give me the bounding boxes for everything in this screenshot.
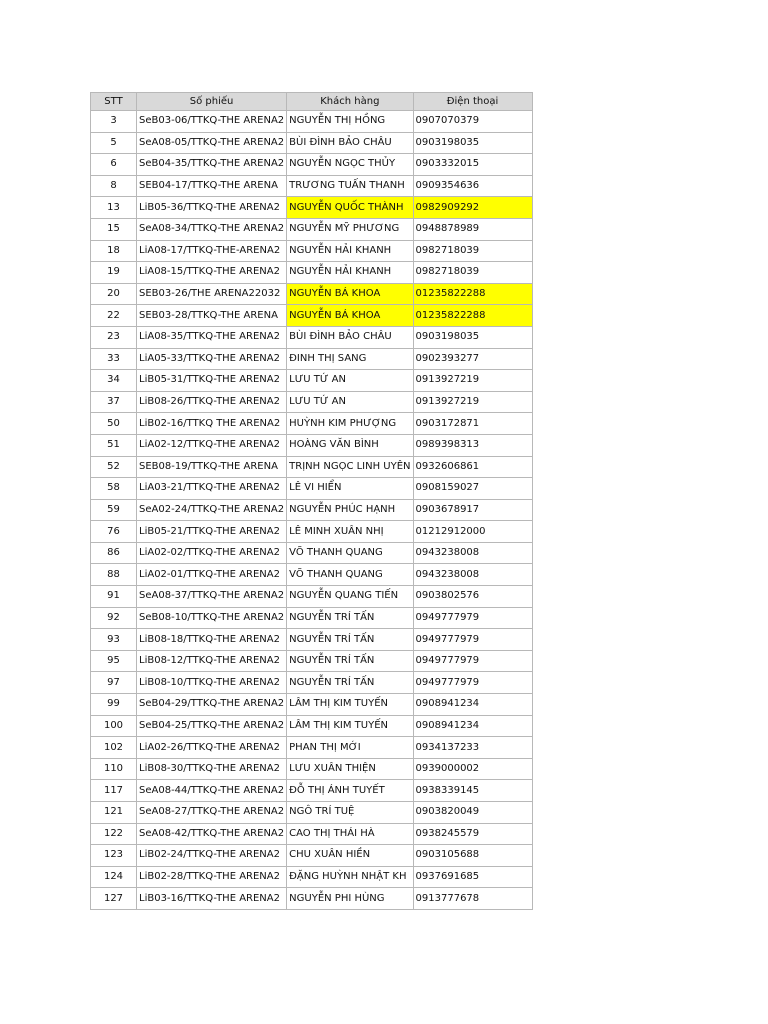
cell-dien-thoai: 0913927219 bbox=[413, 391, 532, 413]
cell-stt: 23 bbox=[91, 326, 137, 348]
cell-khach-hang: NGUYỄN TRÍ TẤN bbox=[287, 672, 413, 694]
cell-so-phieu: SeB04-29/TTKQ-THE ARENA2 bbox=[137, 694, 287, 716]
cell-dien-thoai: 0949777979 bbox=[413, 672, 532, 694]
cell-so-phieu: LiB08-26/TTKQ-THE ARENA2 bbox=[137, 391, 287, 413]
table-row bbox=[91, 758, 533, 780]
cell-dien-thoai: 0902393277 bbox=[413, 348, 532, 370]
cell-so-phieu: LiA03-21/TTKQ-THE ARENA2 bbox=[137, 478, 287, 500]
cell-so-phieu: SEB03-28/TTKQ-THE ARENA bbox=[137, 305, 287, 327]
cell-dien-thoai: 01235822288 bbox=[413, 283, 532, 305]
cell-khach-hang: VÕ THANH QUANG bbox=[287, 564, 413, 586]
cell-stt: 91 bbox=[91, 586, 137, 608]
cell-khach-hang: LÊ MINH XUÂN NHỊ bbox=[287, 521, 413, 543]
cell-so-phieu: SeA08-44/TTKQ-THE ARENA2 bbox=[137, 780, 287, 802]
cell-dien-thoai: 01212912000 bbox=[413, 521, 532, 543]
table-row bbox=[91, 586, 533, 608]
cell-khach-hang: NGUYỄN BÁ KHOA bbox=[287, 283, 413, 305]
cell-stt: 122 bbox=[91, 823, 137, 845]
cell-dien-thoai: 0937691685 bbox=[413, 866, 532, 888]
table-row bbox=[91, 737, 533, 759]
cell-so-phieu: LiB05-21/TTKQ-THE ARENA2 bbox=[137, 521, 287, 543]
table-row bbox=[91, 478, 533, 500]
table-row bbox=[91, 218, 533, 240]
cell-khach-hang: HOÀNG VĂN BÌNH bbox=[287, 434, 413, 456]
table-row bbox=[91, 888, 533, 910]
cell-dien-thoai: 0949777979 bbox=[413, 629, 532, 651]
cell-khach-hang: TRƯƠNG TUẤN THANH bbox=[287, 175, 413, 197]
cell-so-phieu: LiB05-36/TTKQ-THE ARENA2 bbox=[137, 197, 287, 219]
cell-stt: 100 bbox=[91, 715, 137, 737]
table-row bbox=[91, 845, 533, 867]
cell-stt: 110 bbox=[91, 758, 137, 780]
cell-dien-thoai: 0938339145 bbox=[413, 780, 532, 802]
header-stt: STT bbox=[91, 93, 137, 111]
cell-dien-thoai: 0903105688 bbox=[413, 845, 532, 867]
cell-stt: 121 bbox=[91, 802, 137, 824]
cell-khach-hang: NGUYỄN PHÚC HẠNH bbox=[287, 499, 413, 521]
cell-khach-hang: BÙI ĐÌNH BẢO CHÂU bbox=[287, 132, 413, 154]
cell-dien-thoai: 0903198035 bbox=[413, 132, 532, 154]
cell-dien-thoai: 0913777678 bbox=[413, 888, 532, 910]
cell-khach-hang: NGUYỄN TRÍ TẤN bbox=[287, 629, 413, 651]
table-row bbox=[91, 802, 533, 824]
cell-khach-hang: LƯU TỨ AN bbox=[287, 370, 413, 392]
table-row bbox=[91, 111, 533, 133]
cell-so-phieu: LiB08-18/TTKQ-THE ARENA2 bbox=[137, 629, 287, 651]
cell-stt: 88 bbox=[91, 564, 137, 586]
cell-stt: 59 bbox=[91, 499, 137, 521]
cell-dien-thoai: 0907070379 bbox=[413, 111, 532, 133]
cell-dien-thoai: 0903820049 bbox=[413, 802, 532, 824]
cell-dien-thoai: 0943238008 bbox=[413, 542, 532, 564]
cell-so-phieu: SEB03-26/THE ARENA22032 bbox=[137, 283, 287, 305]
cell-so-phieu: LiA08-15/TTKQ-THE ARENA2 bbox=[137, 262, 287, 284]
cell-stt: 86 bbox=[91, 542, 137, 564]
cell-so-phieu: SeA08-37/TTKQ-THE ARENA2 bbox=[137, 586, 287, 608]
cell-khach-hang: NGUYỄN TRÍ TẤN bbox=[287, 650, 413, 672]
table-row bbox=[91, 240, 533, 262]
cell-so-phieu: SeB08-10/TTKQ-THE ARENA2 bbox=[137, 607, 287, 629]
cell-stt: 124 bbox=[91, 866, 137, 888]
cell-dien-thoai: 0943238008 bbox=[413, 564, 532, 586]
cell-stt: 6 bbox=[91, 154, 137, 176]
table-row bbox=[91, 542, 533, 564]
table-row bbox=[91, 197, 533, 219]
header-so-phieu: Số phiếu bbox=[137, 93, 287, 111]
table-row bbox=[91, 499, 533, 521]
cell-khach-hang: ĐỖ THỊ ÁNH TUYẾT bbox=[287, 780, 413, 802]
table-row bbox=[91, 434, 533, 456]
cell-khach-hang: ĐINH THỊ SANG bbox=[287, 348, 413, 370]
cell-so-phieu: LiB03-16/TTKQ-THE ARENA2 bbox=[137, 888, 287, 910]
cell-dien-thoai: 0982718039 bbox=[413, 262, 532, 284]
cell-stt: 8 bbox=[91, 175, 137, 197]
cell-so-phieu: LiA08-35/TTKQ-THE ARENA2 bbox=[137, 326, 287, 348]
cell-so-phieu: LiB08-12/TTKQ-THE ARENA2 bbox=[137, 650, 287, 672]
cell-so-phieu: LiA02-01/TTKQ-THE ARENA2 bbox=[137, 564, 287, 586]
cell-dien-thoai: 0903332015 bbox=[413, 154, 532, 176]
table-row bbox=[91, 780, 533, 802]
cell-khach-hang: NGUYỄN QUỐC THÀNH bbox=[287, 197, 413, 219]
cell-so-phieu: LiB08-10/TTKQ-THE ARENA2 bbox=[137, 672, 287, 694]
cell-stt: 92 bbox=[91, 607, 137, 629]
cell-khach-hang: NGUYỄN HẢI KHANH bbox=[287, 262, 413, 284]
cell-stt: 50 bbox=[91, 413, 137, 435]
header-row bbox=[91, 93, 533, 111]
cell-dien-thoai: 0913927219 bbox=[413, 370, 532, 392]
cell-dien-thoai: 0909354636 bbox=[413, 175, 532, 197]
cell-stt: 99 bbox=[91, 694, 137, 716]
cell-dien-thoai: 0932606861 bbox=[413, 456, 532, 478]
cell-khach-hang: LÊ VI HIỂN bbox=[287, 478, 413, 500]
table-row bbox=[91, 326, 533, 348]
cell-khach-hang: CAO THỊ THÁI HÀ bbox=[287, 823, 413, 845]
cell-so-phieu: SeA08-05/TTKQ-THE ARENA2 bbox=[137, 132, 287, 154]
cell-khach-hang: NGUYỄN NGỌC THỦY bbox=[287, 154, 413, 176]
cell-so-phieu: SEB08-19/TTKQ-THE ARENA bbox=[137, 456, 287, 478]
header-khach-hang: Khách hàng bbox=[287, 93, 413, 111]
cell-khach-hang: BÙI ĐÌNH BẢO CHÂU bbox=[287, 326, 413, 348]
table-row bbox=[91, 672, 533, 694]
cell-khach-hang: TRỊNH NGỌC LINH UYÊN bbox=[287, 456, 413, 478]
table-row bbox=[91, 650, 533, 672]
cell-stt: 76 bbox=[91, 521, 137, 543]
customer-table bbox=[90, 92, 533, 910]
cell-stt: 58 bbox=[91, 478, 137, 500]
table-row bbox=[91, 262, 533, 284]
table-row bbox=[91, 283, 533, 305]
cell-dien-thoai: 0903198035 bbox=[413, 326, 532, 348]
table-row bbox=[91, 132, 533, 154]
cell-so-phieu: LiA02-02/TTKQ-THE ARENA2 bbox=[137, 542, 287, 564]
table-body bbox=[91, 111, 533, 910]
cell-stt: 95 bbox=[91, 650, 137, 672]
cell-dien-thoai: 0908941234 bbox=[413, 715, 532, 737]
cell-so-phieu: LiA08-17/TTKQ-THE-ARENA2 bbox=[137, 240, 287, 262]
cell-dien-thoai: 0982718039 bbox=[413, 240, 532, 262]
cell-dien-thoai: 0949777979 bbox=[413, 650, 532, 672]
cell-stt: 123 bbox=[91, 845, 137, 867]
cell-khach-hang: NGUYỄN QUANG TIẾN bbox=[287, 586, 413, 608]
cell-khach-hang: CHU XUÂN HIỀN bbox=[287, 845, 413, 867]
cell-so-phieu: SeA08-27/TTKQ-THE ARENA2 bbox=[137, 802, 287, 824]
cell-khach-hang: NGUYỄN BÁ KHOA bbox=[287, 305, 413, 327]
cell-dien-thoai: 0934137233 bbox=[413, 737, 532, 759]
cell-stt: 37 bbox=[91, 391, 137, 413]
cell-so-phieu: SeB04-25/TTKQ-THE ARENA2 bbox=[137, 715, 287, 737]
cell-so-phieu: LiA05-33/TTKQ-THE ARENA2 bbox=[137, 348, 287, 370]
table-row bbox=[91, 694, 533, 716]
table-row bbox=[91, 348, 533, 370]
cell-so-phieu: SeA08-34/TTKQ-THE ARENA2 bbox=[137, 218, 287, 240]
cell-stt: 18 bbox=[91, 240, 137, 262]
cell-so-phieu: LiB02-16/TTKQ THE ARENA2 bbox=[137, 413, 287, 435]
cell-stt: 51 bbox=[91, 434, 137, 456]
cell-khach-hang: NGUYỄN TRÍ TẤN bbox=[287, 607, 413, 629]
cell-so-phieu: LiA02-12/TTKQ-THE ARENA2 bbox=[137, 434, 287, 456]
cell-khach-hang: LƯU TỨ AN bbox=[287, 391, 413, 413]
cell-khach-hang: PHAN THỊ MỚI bbox=[287, 737, 413, 759]
cell-khach-hang: VÕ THANH QUANG bbox=[287, 542, 413, 564]
cell-stt: 97 bbox=[91, 672, 137, 694]
table-row bbox=[91, 866, 533, 888]
cell-stt: 52 bbox=[91, 456, 137, 478]
cell-stt: 20 bbox=[91, 283, 137, 305]
table-row bbox=[91, 391, 533, 413]
cell-stt: 15 bbox=[91, 218, 137, 240]
cell-khach-hang: ĐẶNG HUỲNH NHẬT KH bbox=[287, 866, 413, 888]
cell-dien-thoai: 0908941234 bbox=[413, 694, 532, 716]
cell-stt: 3 bbox=[91, 111, 137, 133]
cell-dien-thoai: 0908159027 bbox=[413, 478, 532, 500]
table-row bbox=[91, 715, 533, 737]
cell-stt: 102 bbox=[91, 737, 137, 759]
cell-khach-hang: NGUYỄN THỊ HỒNG bbox=[287, 111, 413, 133]
cell-so-phieu: SeB03-06/TTKQ-THE ARENA2 bbox=[137, 111, 287, 133]
header-dien-thoai: Điện thoại bbox=[413, 93, 532, 111]
cell-dien-thoai: 0949777979 bbox=[413, 607, 532, 629]
table-row bbox=[91, 521, 533, 543]
cell-stt: 93 bbox=[91, 629, 137, 651]
cell-so-phieu: LiA02-26/TTKQ-THE ARENA2 bbox=[137, 737, 287, 759]
cell-khach-hang: HUỲNH KIM PHƯỢNG bbox=[287, 413, 413, 435]
table-row bbox=[91, 607, 533, 629]
table-row bbox=[91, 564, 533, 586]
cell-stt: 22 bbox=[91, 305, 137, 327]
cell-stt: 33 bbox=[91, 348, 137, 370]
cell-so-phieu: LiB02-28/TTKQ-THE ARENA2 bbox=[137, 866, 287, 888]
cell-dien-thoai: 0989398313 bbox=[413, 434, 532, 456]
cell-stt: 19 bbox=[91, 262, 137, 284]
table-row bbox=[91, 175, 533, 197]
table-row bbox=[91, 413, 533, 435]
cell-dien-thoai: 0982909292 bbox=[413, 197, 532, 219]
cell-so-phieu: SeA02-24/TTKQ-THE ARENA2 bbox=[137, 499, 287, 521]
cell-dien-thoai: 01235822288 bbox=[413, 305, 532, 327]
cell-so-phieu: SEB04-17/TTKQ-THE ARENA bbox=[137, 175, 287, 197]
table-row bbox=[91, 154, 533, 176]
cell-stt: 117 bbox=[91, 780, 137, 802]
cell-khach-hang: LÂM THỊ KIM TUYẾN bbox=[287, 715, 413, 737]
cell-khach-hang: NGUYỄN PHI HÙNG bbox=[287, 888, 413, 910]
cell-so-phieu: SeB04-35/TTKQ-THE ARENA2 bbox=[137, 154, 287, 176]
table-row bbox=[91, 456, 533, 478]
table-row bbox=[91, 305, 533, 327]
cell-stt: 5 bbox=[91, 132, 137, 154]
cell-khach-hang: NGUYỄN HẢI KHANH bbox=[287, 240, 413, 262]
cell-khach-hang: LƯU XUÂN THIỆN bbox=[287, 758, 413, 780]
cell-stt: 127 bbox=[91, 888, 137, 910]
cell-dien-thoai: 0903802576 bbox=[413, 586, 532, 608]
cell-dien-thoai: 0948878989 bbox=[413, 218, 532, 240]
cell-khach-hang: LÂM THỊ KIM TUYẾN bbox=[287, 694, 413, 716]
cell-so-phieu: LiB08-30/TTKQ-THE ARENA2 bbox=[137, 758, 287, 780]
table-row bbox=[91, 823, 533, 845]
cell-stt: 34 bbox=[91, 370, 137, 392]
cell-dien-thoai: 0903678917 bbox=[413, 499, 532, 521]
table-header bbox=[91, 93, 533, 111]
cell-so-phieu: LiB05-31/TTKQ-THE ARENA2 bbox=[137, 370, 287, 392]
cell-dien-thoai: 0939000002 bbox=[413, 758, 532, 780]
cell-dien-thoai: 0938245579 bbox=[413, 823, 532, 845]
cell-dien-thoai: 0903172871 bbox=[413, 413, 532, 435]
table-row bbox=[91, 370, 533, 392]
cell-stt: 13 bbox=[91, 197, 137, 219]
cell-khach-hang: NGÔ TRÍ TUỆ bbox=[287, 802, 413, 824]
cell-khach-hang: NGUYỄN MỸ PHƯƠNG bbox=[287, 218, 413, 240]
table-row bbox=[91, 629, 533, 651]
cell-so-phieu: SeA08-42/TTKQ-THE ARENA2 bbox=[137, 823, 287, 845]
cell-so-phieu: LiB02-24/TTKQ-THE ARENA2 bbox=[137, 845, 287, 867]
